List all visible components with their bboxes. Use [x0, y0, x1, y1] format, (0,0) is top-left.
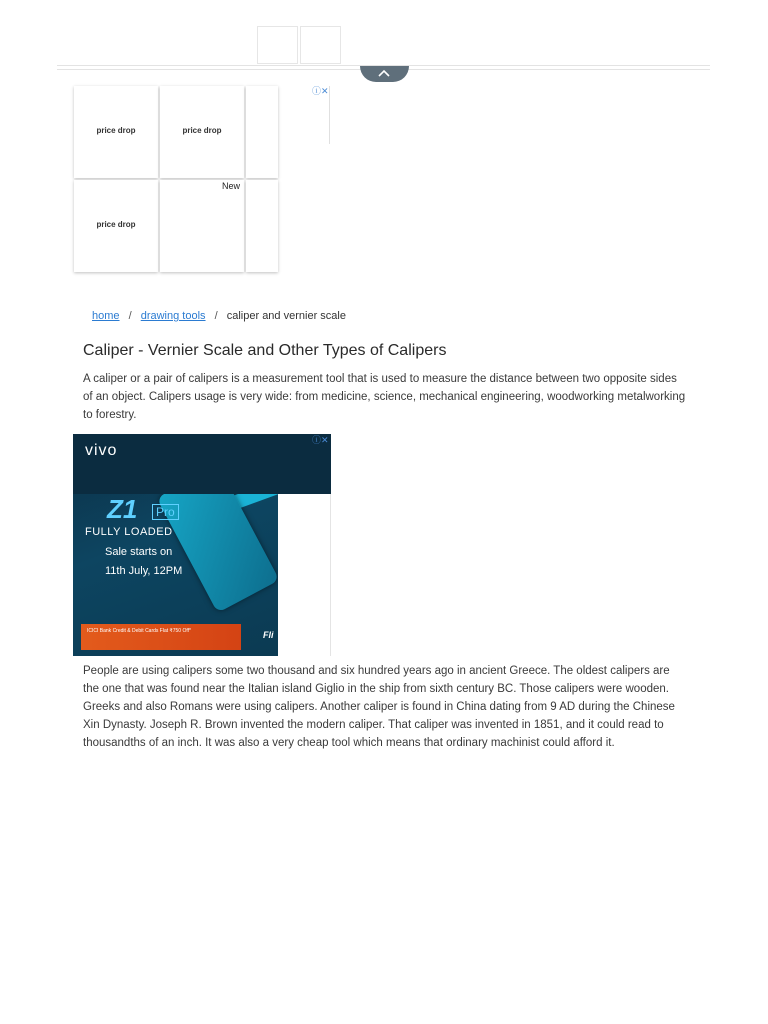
ad-divider	[329, 86, 330, 144]
breadcrumb-separator: /	[214, 310, 218, 322]
breadcrumb	[92, 310, 346, 322]
info-icon[interactable]: ⓘ	[312, 435, 322, 445]
ad-header-strip	[73, 434, 331, 494]
ad-grid	[74, 86, 330, 272]
breadcrumb-drawing-tools-link[interactable]: drawing tools	[140, 310, 206, 322]
page-title: Caliper - Vernier Scale and Other Types of Calipers	[83, 342, 447, 359]
ad-bank-offer: ICICI Bank Credit & Debit Cards Flat ₹750 Off*	[81, 624, 241, 650]
ad-headline: FULLY LOADED	[85, 526, 173, 538]
header-slot-left	[257, 26, 298, 64]
history-paragraph: People are using calipers some two thousand and six hundred years ago in ancient Greece. The oldest calipers are the one that was found near the Italian island Giglio in the ship from sixth century BC. Those calipers were wooden. Greeks and also Romans were using calipers. Another caliper is found in China dating from 9 AD during the Chinese Xin Dynasty. Joseph R. Brown invented the modern caliper. That caliper was invented in 1851, and it could read to thousandths of an inch. It was also a very cheap tool which means that ordinary machinist could afford it.	[83, 665, 675, 749]
close-icon[interactable]: ✕	[321, 435, 329, 445]
chevron-up-icon	[377, 68, 391, 78]
ad-date-line: 11th July, 12PM	[105, 565, 183, 577]
ad-choices-badge[interactable]	[312, 86, 329, 96]
ad-tile[interactable]	[246, 86, 278, 178]
scroll-to-top-button[interactable]	[360, 66, 409, 82]
ad-tile[interactable]	[160, 180, 244, 272]
breadcrumb-separator: /	[128, 310, 132, 322]
ad-tile-label: price drop	[182, 126, 222, 135]
intro-paragraph: A caliper or a pair of calipers is a measurement tool that is used to measure the distance between two opposite sides of an object. Calipers usage is very wide: from medicine, science, mechanical engineering, woodworking metalworking to forestry.	[83, 373, 686, 421]
ad-partner-logo: Fli	[263, 630, 274, 640]
ad-tile-label: price drop	[96, 126, 136, 135]
breadcrumb-current: caliper and vernier scale	[226, 310, 346, 322]
info-icon[interactable]: ⓘ	[312, 86, 322, 96]
header-slot-right	[300, 26, 341, 64]
ad-tile[interactable]	[74, 180, 158, 272]
ad-tile[interactable]	[74, 86, 158, 178]
ad-blank-area	[278, 494, 331, 656]
ad-model-suffix: Pro	[152, 504, 179, 520]
vivo-banner-ad[interactable]	[73, 434, 331, 656]
ad-tile[interactable]	[246, 180, 278, 272]
close-icon[interactable]: ✕	[321, 86, 329, 96]
ad-tile[interactable]	[160, 86, 244, 178]
ad-model-name: Z1	[107, 494, 138, 524]
ad-choices-badge[interactable]	[312, 435, 329, 445]
vivo-logo: vivo	[85, 442, 118, 459]
ad-tile-label: price drop	[96, 220, 136, 229]
ad-sale-line: Sale starts on	[105, 546, 173, 558]
ad-tile-new-badge: New	[221, 181, 240, 191]
breadcrumb-home-link[interactable]: home	[92, 310, 120, 322]
